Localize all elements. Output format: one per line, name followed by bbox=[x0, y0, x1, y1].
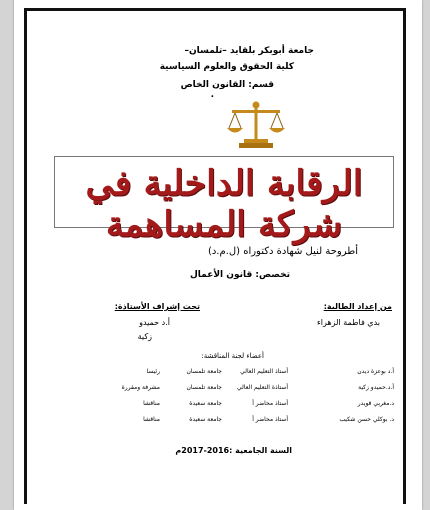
committee-heading: أعضاء لجنة المناقشة: bbox=[201, 352, 264, 360]
department-name: قسم: القانون الخاص bbox=[180, 80, 274, 90]
member-role: مشرفة ومقررة bbox=[121, 384, 160, 391]
scales-of-justice-icon bbox=[226, 100, 286, 152]
member-university: جامعة تلمسان bbox=[186, 368, 222, 375]
member-university: جامعة سعيدة bbox=[189, 400, 222, 407]
member-name: د. بوكلي حسن شكيب bbox=[339, 416, 394, 423]
header-dot: . bbox=[210, 90, 214, 100]
document-page bbox=[14, 0, 422, 510]
thesis-title: الرقابة الداخلية في شركة المساهمة bbox=[85, 163, 363, 245]
member-name: د.مغربي قويدر bbox=[357, 400, 394, 407]
member-name: أ.د بوعزة ديدن bbox=[357, 368, 394, 375]
university-name: جامعة أبوبكر بلقايد –تلمسان– bbox=[184, 46, 314, 56]
supervisor-name-line1: أ.د حميدو bbox=[139, 318, 170, 327]
member-role: مناقشا bbox=[143, 416, 160, 423]
student-label: من إعداد الطالبة: bbox=[323, 302, 392, 311]
faculty-name: كلية الحقوق والعلوم السياسية bbox=[159, 62, 294, 72]
academic-year: السنة الجامعية :2016-2017م bbox=[175, 446, 292, 455]
page-border-top bbox=[24, 8, 406, 11]
member-university: جامعة تلمسان bbox=[186, 384, 222, 391]
supervisor-name-line2: زكية bbox=[137, 332, 152, 341]
member-name: أ.د.حميدو زكية bbox=[358, 384, 394, 391]
supervisor-label: تحت إشراف الأستاذة: bbox=[114, 302, 200, 311]
member-rank: أستاذ محاضر أ bbox=[252, 400, 288, 407]
member-role: مناقشا bbox=[143, 400, 160, 407]
specialty: تخصص: قانون الأعمال bbox=[189, 270, 290, 280]
member-role: رئيسا bbox=[146, 368, 160, 375]
member-rank: أستاذ محاضر أ bbox=[252, 416, 288, 423]
member-university: جامعة سعيدة bbox=[189, 416, 222, 423]
member-rank: أستاذ التعليم العالي bbox=[240, 368, 288, 375]
member-rank: أستاذة التعليم العالي bbox=[237, 384, 288, 391]
student-name: بدي فاطمة الزهراء bbox=[316, 318, 380, 327]
title-frame bbox=[54, 156, 394, 245]
thesis-type: أطروحة لنيل شهادة دكتوراه (ل.م.د) bbox=[207, 246, 358, 257]
page-border-right bbox=[403, 8, 406, 504]
page-border-left bbox=[24, 8, 27, 504]
